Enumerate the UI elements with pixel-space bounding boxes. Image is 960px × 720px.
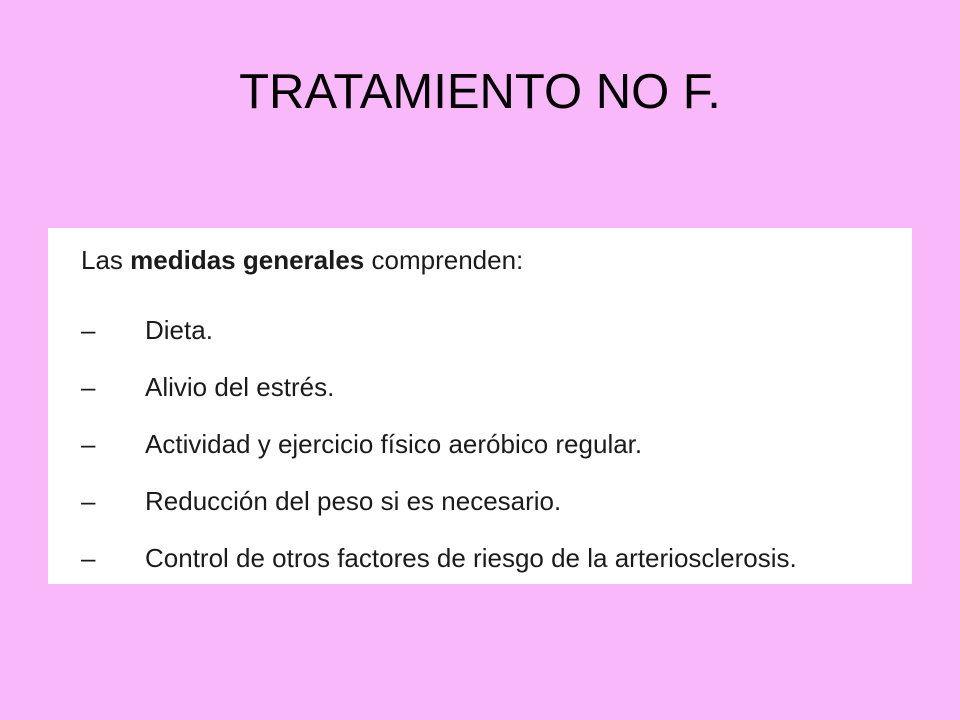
list-item-text: Actividad y ejercicio físico aeróbico regular. [145,429,643,459]
intro-prefix: Las [81,245,123,275]
dash-marker: – [81,429,96,459]
dash-marker: – [81,543,96,573]
intro-suffix: comprenden: [371,245,524,275]
dash-marker: – [81,315,96,345]
list-item-text: Reducción del peso si es necesario. [145,486,562,516]
dash-marker: – [81,372,96,402]
list-item-text: Control de otros factores de riesgo de la arteriosclerosis. [145,543,797,573]
content-image-box [48,228,912,584]
dash-marker: – [81,486,96,516]
intro-sentence [81,244,523,276]
list-item-text: Dieta. [145,315,213,345]
intro-bold-term: medidas generales [130,245,365,275]
slide-title: TRATAMIENTO NO F. [239,65,721,119]
list-item-text: Alivio del estrés. [145,372,335,402]
